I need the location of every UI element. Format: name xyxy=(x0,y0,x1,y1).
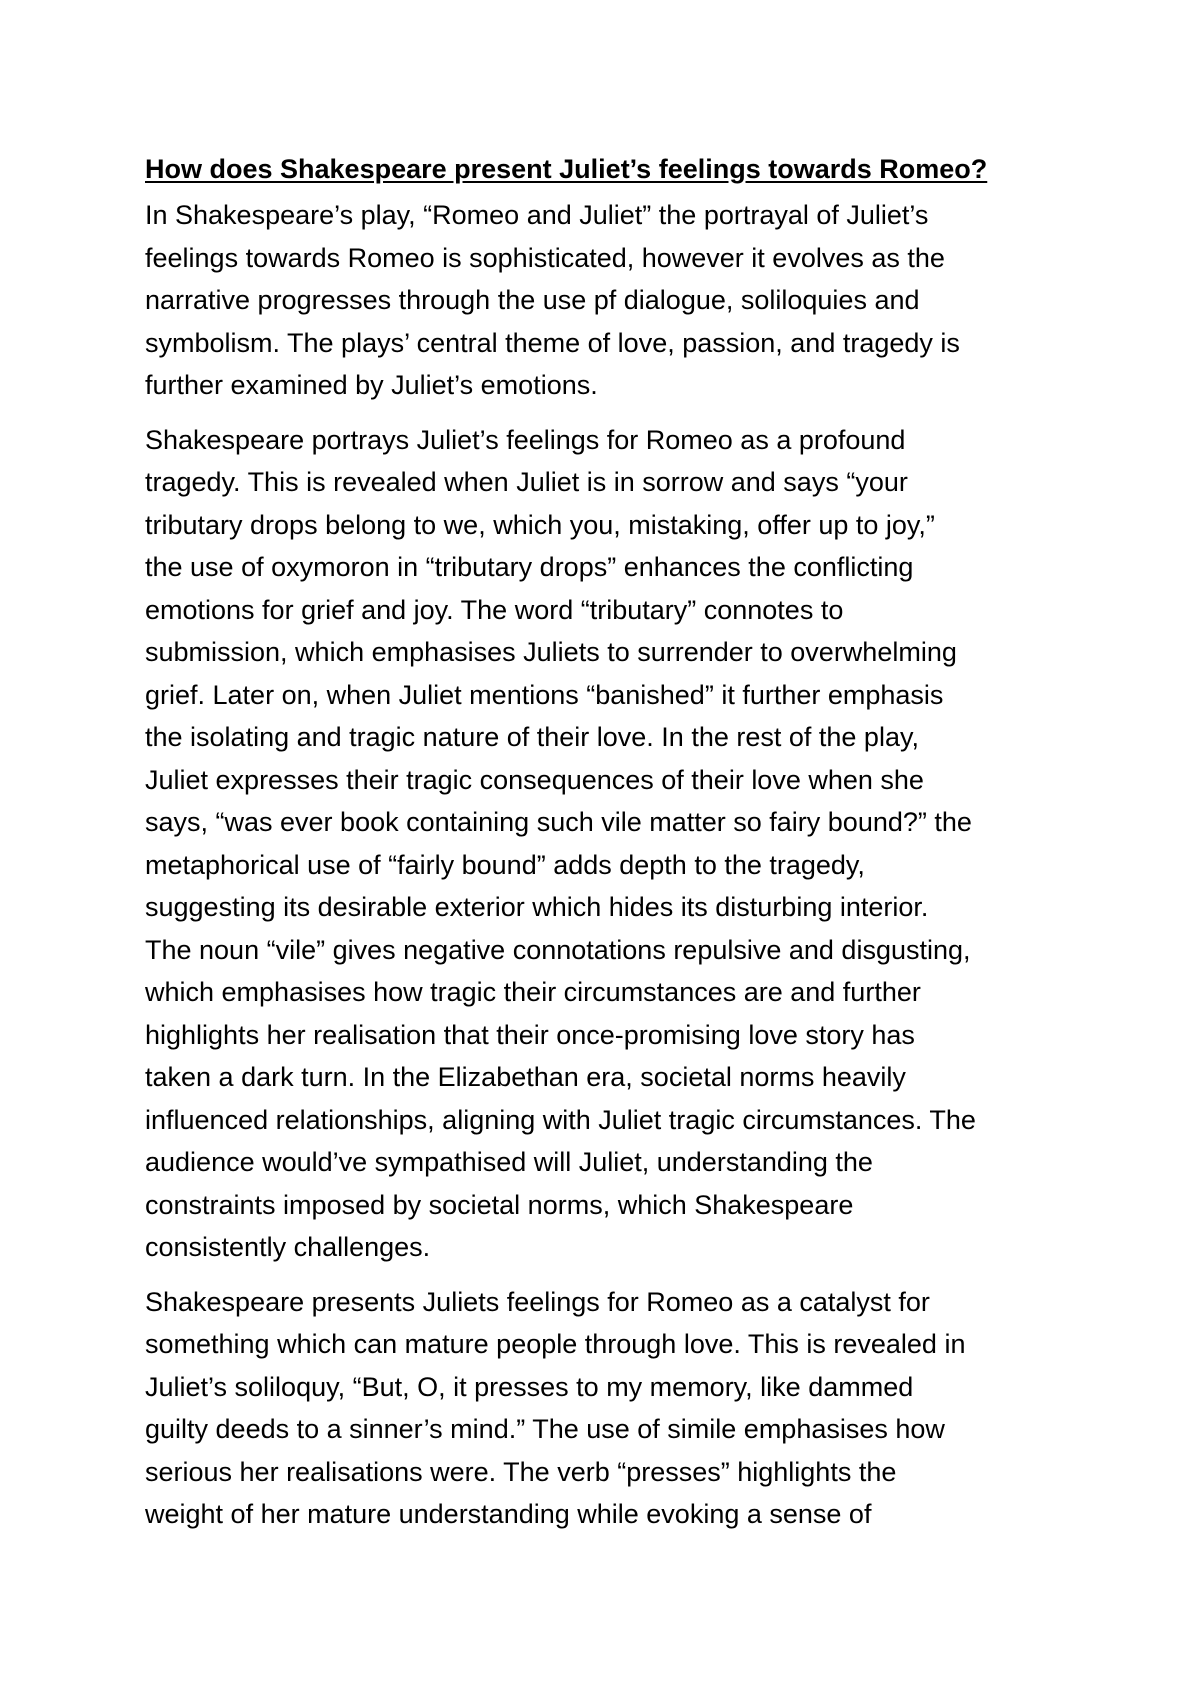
text-line: constraints imposed by societal norms, which Shakespeare xyxy=(145,1189,854,1220)
text-line: suggesting its desirable exterior which hides its disturbing interior. xyxy=(145,892,929,922)
text-line: serious her realisations were. The verb “presses” highlights the xyxy=(145,1456,897,1487)
text-line: highlights her realisation that their once-promising love story has xyxy=(145,1019,915,1050)
text-line: guilty deeds to a sinner’s mind.” The use of simile emphasises how xyxy=(145,1414,945,1444)
text-line: emotions for grief and joy. The word “tributary” connotes to xyxy=(145,594,844,625)
text-line: Shakespeare portrays Juliet’s feelings for Romeo as a profound xyxy=(145,424,906,455)
text-line: audience would’ve sympathised will Juliet, understanding the xyxy=(145,1147,873,1177)
text-line: grief. Later on, when Juliet mentions “banished” it further emphasis xyxy=(145,679,944,710)
text-line: further examined by Juliet’s emotions. xyxy=(145,370,598,400)
text-line: taken a dark turn. In the Elizabethan era, societal norms heavily xyxy=(145,1062,906,1092)
text-line: Juliet expresses their tragic consequences of their love when she xyxy=(145,764,924,795)
text-line: narrative progresses through the use pf dialogue, soliloquies and xyxy=(145,285,920,315)
text-line: says, “was ever book containing such vile matter so fairy bound?” the xyxy=(145,807,972,837)
text-line: which emphasises how tragic their circumstances are and further xyxy=(145,977,921,1007)
text-line: tributary drops belong to we, which you, mistaking, offer up to joy,” xyxy=(145,509,935,540)
paragraph xyxy=(145,194,1070,407)
paragraph xyxy=(145,1281,1070,1536)
text-line: the isolating and tragic nature of their love. In the rest of the play, xyxy=(145,722,919,752)
text-line: symbolism. The plays’ central theme of love, passion, and tragedy is xyxy=(145,327,960,358)
text-line: In Shakespeare’s play, “Romeo and Juliet” the portrayal of Juliet’s xyxy=(145,200,929,230)
essay-title: How does Shakespeare present Juliet’s feelings towards Romeo? xyxy=(145,154,988,184)
text-line: Shakespeare presents Juliets feelings for Romeo as a catalyst for xyxy=(145,1286,930,1317)
text-line: The noun “vile” gives negative connotations repulsive and disgusting, xyxy=(145,934,971,965)
text-line: submission, which emphasises Juliets to surrender to overwhelming xyxy=(145,637,957,667)
text-line: consistently challenges. xyxy=(145,1232,431,1262)
text-line: something which can mature people through love. This is revealed in xyxy=(145,1329,966,1359)
text-line: influenced relationships, aligning with Juliet tragic circumstances. The xyxy=(145,1104,976,1135)
text-line: tragedy. This is revealed when Juliet is in sorrow and says “your xyxy=(145,467,908,497)
essay-paragraphs xyxy=(145,194,1070,1536)
text-line: Juliet’s soliloquy, “But, O, it presses to my memory, like dammed xyxy=(145,1371,914,1402)
text-line: metaphorical use of “fairly bound” adds depth to the tragedy, xyxy=(145,849,865,880)
text-line: the use of oxymoron in “tributary drops” enhances the conflicting xyxy=(145,552,914,582)
document-body xyxy=(145,150,1070,1548)
text-line: feelings towards Romeo is sophisticated, however it evolves as the xyxy=(145,242,945,273)
text-line: weight of her mature understanding while evoking a sense of xyxy=(145,1499,872,1529)
paragraph xyxy=(145,419,1070,1269)
